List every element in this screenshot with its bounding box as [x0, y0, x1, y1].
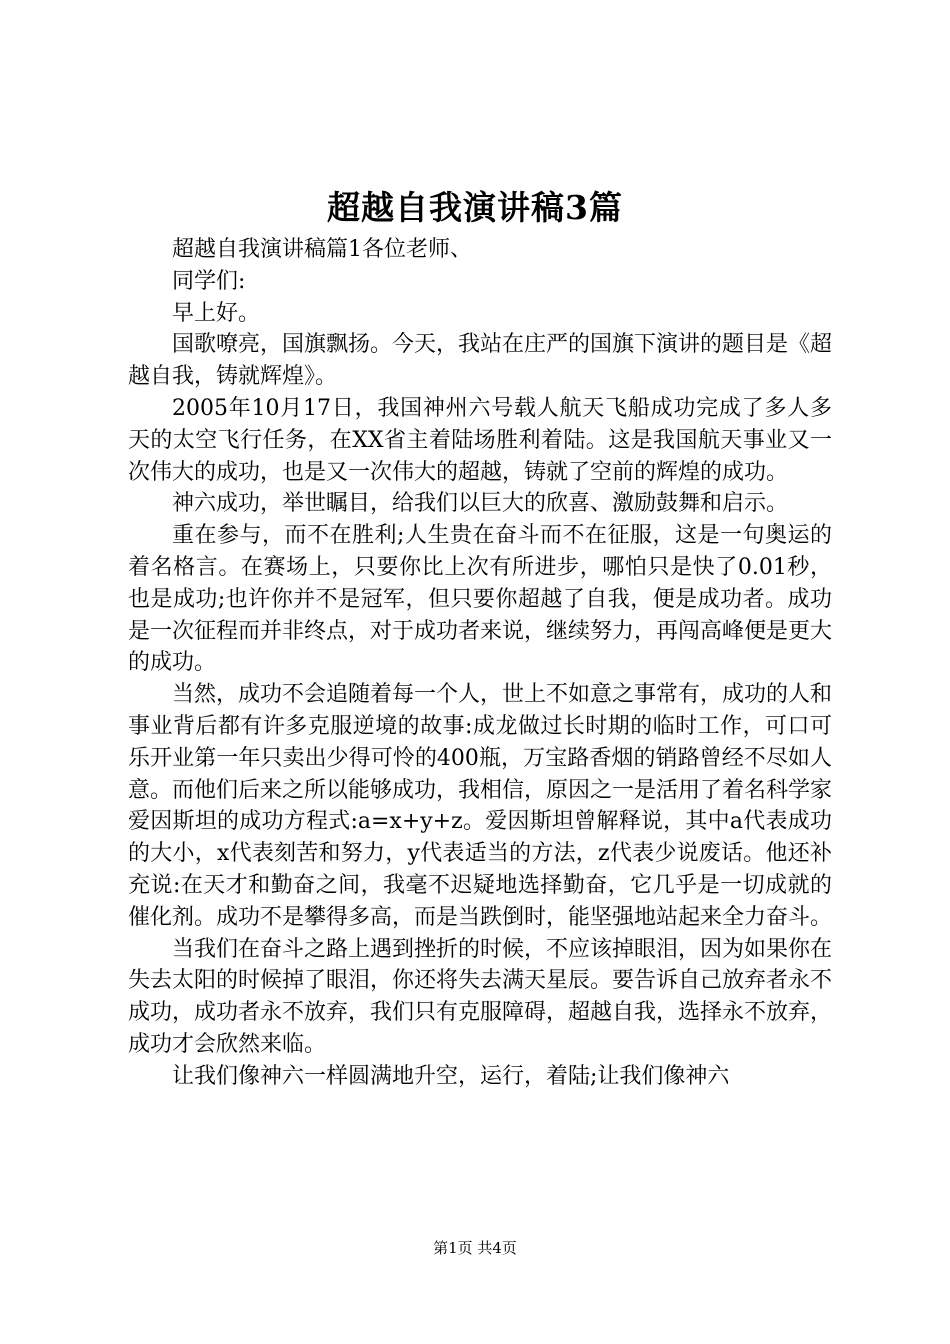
document-title: 超越自我演讲稿3篇 [327, 188, 623, 227]
paragraph-inspiration: 神六成功，举世瞩目，给我们以巨大的欣喜、激励鼓舞和启示。 [172, 491, 789, 517]
page-footer: 第1页 共4页 [433, 1239, 517, 1257]
paragraph-shenzhou: 2005年10月17日，我国神州六号载人航天飞船成功完成了多人多天的太空飞行任务，在XX省主着陆场胜利着陆。这是我国航天事业又一次伟大的成功，也是又一次伟大的超越，铸就了空前的辉煌的成功。 [128, 395, 832, 485]
paragraph-closing: 让我们像神六一样圆满地升空，运行，着陆;让我们像神六 [172, 1063, 730, 1089]
paragraph-greeting-2: 同学们: [172, 268, 246, 294]
paragraph-setbacks: 当我们在奋斗之路上遇到挫折的时候，不应该掉眼泪，因为如果你在失去太阳的时候掉了眼泪，你还将失去满天星辰。要告诉自己放弃者永不成功，成功者永不放弃，我们只有克服障碍，超越自我，选择永不放弃，成功才会欣然来临。 [128, 936, 833, 1057]
document-body [128, 234, 832, 1093]
paragraph-greeting-1: 超越自我演讲稿篇1各位老师、 [172, 237, 472, 262]
paragraph-greeting-3: 早上好。 [172, 300, 261, 326]
paragraph-intro: 国歌嘹亮，国旗飘扬。今天，我站在庄严的国旗下演讲的题目是《超越自我，铸就辉煌》。 [128, 332, 833, 390]
paragraph-olympic: 重在参与，而不在胜利;人生贵在奋斗而不在征服，这是一句奥运的着名格言。在赛场上，只要你比上次有所进步，哪怕只是快了0.01秒，也是成功;也许你并不是冠军，但只要你超越了自我，便是成功者。成功是一次征程而并非终点，对于成功者来说，继续努力，再闯高峰便是更大的成功。 [128, 523, 833, 676]
paragraph-einstein: 当然，成功不会追随着每一个人，世上不如意之事常有，成功的人和事业背后都有许多克服逆境的故事:成龙做过长时期的临时工作，可口可乐开业第一年只卖出少得可怜的400瓶，万宝路香烟的销路曾经不尽如人意。而他们后来之所以能够成功，我相信，原因之一是活用了着名科学家爱因斯坦的成功方程式:a=x+y+z。爱因斯坦曾解释说，其中a代表成功的大小，x代表刻苦和努力，y代表适当的方法，z代表少说废话。他还补充说:在天才和勤奋之间，我毫不迟疑地选择勤奋，它几乎是一切成就的催化剂。成功不是攀得多高，而是当跌倒时，能坚强地站起来全力奋斗。 [128, 682, 833, 930]
